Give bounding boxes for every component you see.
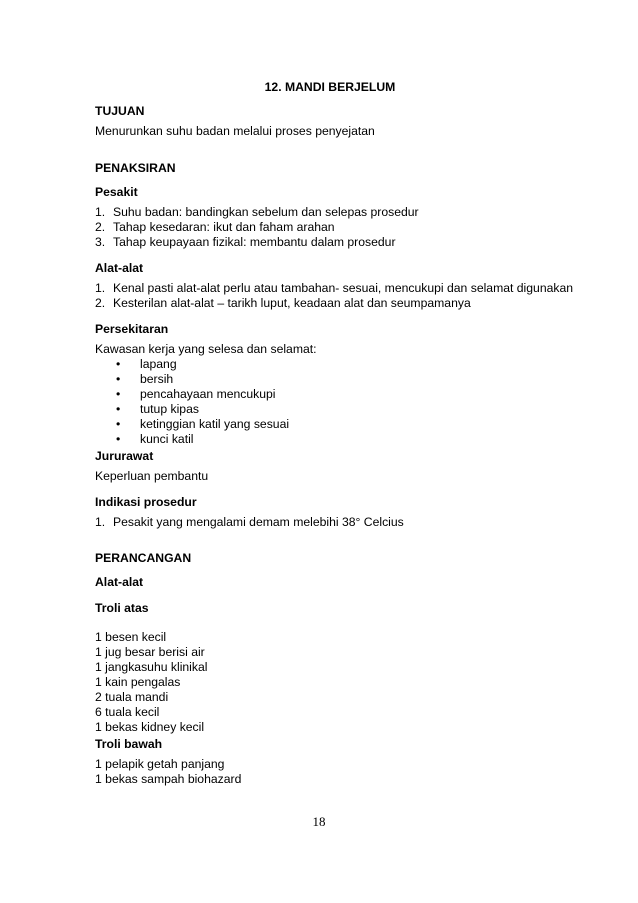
page-number: 18	[312, 814, 326, 829]
jururawat-heading: Jururawat	[95, 449, 154, 463]
list-item: 1 kain pengalas	[95, 675, 181, 689]
pesakit-heading: Pesakit	[95, 185, 138, 199]
jururawat-text: Keperluan pembantu	[95, 469, 209, 483]
list-item: 3. Tahap keupayaan fizikal: membantu dalam prosedur	[95, 235, 396, 249]
troli-bawah-heading: Troli bawah	[95, 737, 163, 751]
list-item: 2 tuala mandi	[95, 690, 169, 704]
bullet-item: • lapang	[116, 357, 177, 371]
bullet-item: • bersih	[116, 372, 174, 386]
bullet-item: • kunci katil	[116, 432, 194, 446]
tujuan-heading: TUJUAN	[95, 104, 145, 118]
alat-heading: Alat-alat	[95, 261, 144, 275]
troli-atas-heading: Troli atas	[95, 601, 149, 615]
perancangan-heading: PERANCANGAN	[95, 551, 192, 565]
tujuan-text: Menurunkan suhu badan melalui proses penyejatan	[95, 124, 375, 138]
page-title: 12. MANDI BERJELUM	[264, 80, 396, 94]
list-item: 1. Suhu badan: bandingkan sebelum dan selepas prosedur	[95, 205, 419, 219]
list-item: 2. Tahap kesedaran: ikut dan faham arahan	[95, 220, 335, 234]
list-item: 1 besen kecil	[95, 630, 167, 644]
persekitaran-heading: Persekitaran	[95, 322, 169, 336]
penaksiran-heading: PENAKSIRAN	[95, 161, 176, 175]
bullet-item: • ketinggian katil yang sesuai	[116, 417, 290, 431]
list-item: 6 tuala kecil	[95, 705, 160, 719]
bullet-item: • pencahayaan mencukupi	[116, 387, 276, 401]
list-item: 1 bekas kidney kecil	[95, 720, 205, 734]
indikasi-heading: Indikasi prosedur	[95, 495, 197, 509]
list-item: 1. Kenal pasti alat-alat perlu atau tambahan- sesuai, mencukupi dan selamat digunakan	[95, 281, 574, 295]
list-item: 1 jug besar berisi air	[95, 645, 205, 659]
list-item: 1 bekas sampah biohazard	[95, 772, 242, 786]
persekitaran-intro: Kawasan kerja yang selesa dan selamat:	[95, 342, 317, 356]
list-item: 1 pelapik getah panjang	[95, 757, 225, 771]
list-item: 2. Kesterilan alat-alat – tarikh luput, keadaan alat dan seumpamanya	[95, 296, 471, 310]
bullet-item: • tutup kipas	[116, 402, 199, 416]
list-item: 1. Pesakit yang mengalami demam melebihi 38° Celcius	[95, 515, 404, 529]
alat-alat-heading: Alat-alat	[95, 575, 144, 589]
list-item: 1 jangkasuhu klinikal	[95, 660, 208, 674]
